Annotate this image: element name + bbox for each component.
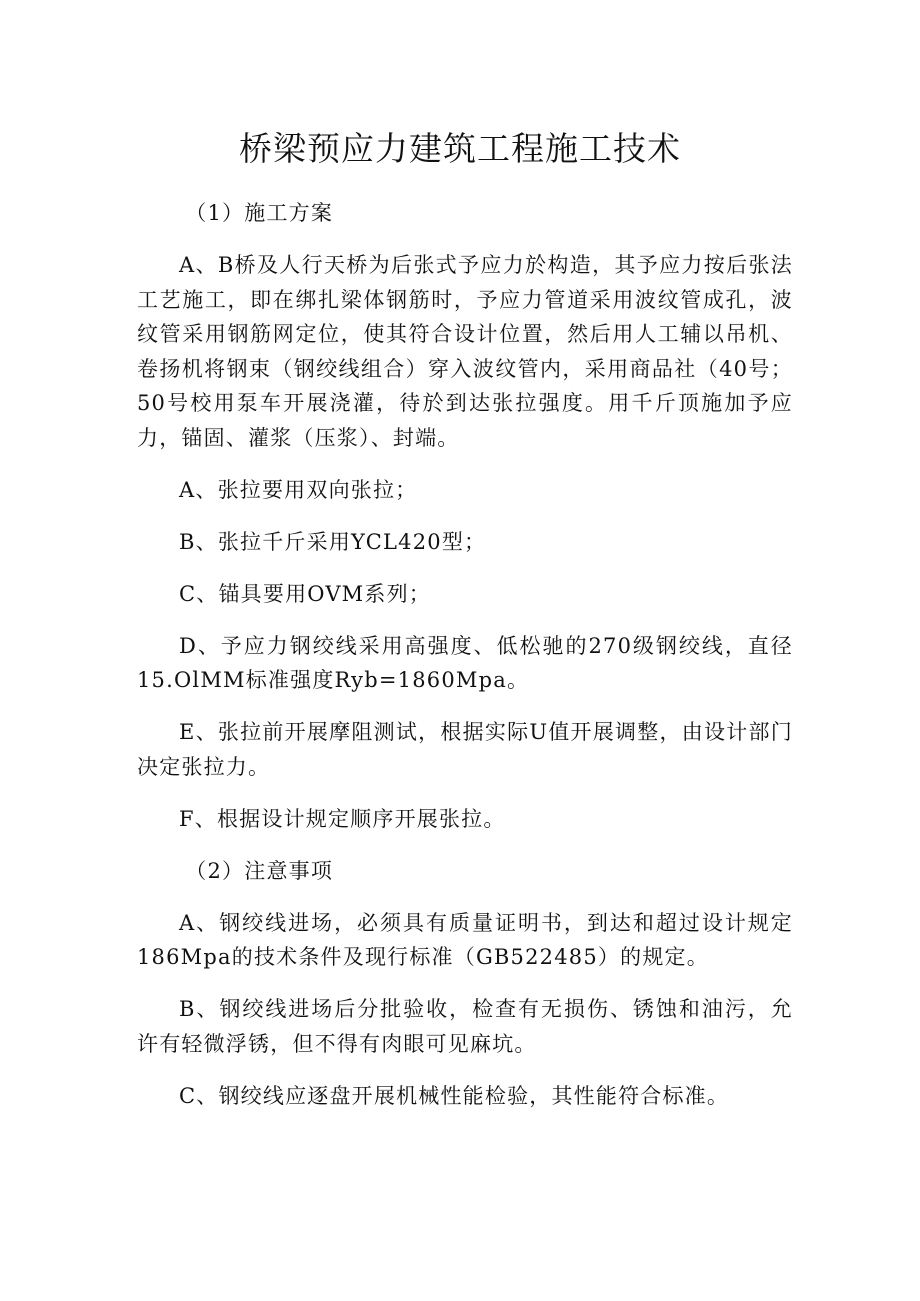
- list-item-b: B、张拉千斤采用YCL420型；: [179, 529, 487, 554]
- precaution-item-a: A、钢绞线进场，必须具有质量证明书，到达和超过设计规定186Mpa的技术条件及现行标准（GB522485）的规定。: [137, 910, 793, 969]
- section-heading-construction-plan: （1）施工方案: [185, 201, 334, 225]
- list-item-a: A、张拉要用双向张拉；: [179, 477, 418, 502]
- list-item-c: C、锚具要用OVM系列；: [179, 581, 431, 606]
- document-body: [137, 196, 793, 1113]
- paragraph-overview: A、B桥及人行天桥为后张式予应力於构造，其予应力按后张法工艺施工，即在绑扎梁体钢筋时，予应力管道采用波纹管成孔，波纹管采用钢筋网定位，使其符合设计位置，然后用人工辅以吊机、卷扬机将钢束（钢绞线组合）穿入波纹管内，采用商品社（40号；50号校用泵车开展浇灌，待於到达张拉强度。用千斤顶施加予应力，锚固、灌浆（压浆）、封端。: [137, 253, 793, 450]
- list-item-d: D、予应力钢绞线采用高强度、低松驰的270级钢绞线，直径15.OlMM标准强度Ryb=1860Mpa。: [137, 633, 793, 692]
- precaution-item-c: C、钢绞线应逐盘开展机械性能检验，其性能符合标准。: [179, 1083, 730, 1108]
- section-heading-precautions: （2）注意事项: [185, 858, 334, 883]
- list-item-f: F、根据设计规定顺序开展张拉。: [179, 806, 506, 831]
- document-title: 桥梁预应力建筑工程施工技术: [239, 129, 681, 168]
- precaution-item-b: B、钢绞线进场后分批验收，检查有无损伤、锈蚀和油污，允许有轻微浮锈，但不得有肉眼可见麻坑。: [137, 997, 793, 1056]
- list-item-e: E、张拉前开展摩阻测试，根据实际U值开展调整，由设计部门决定张拉力。: [137, 720, 793, 779]
